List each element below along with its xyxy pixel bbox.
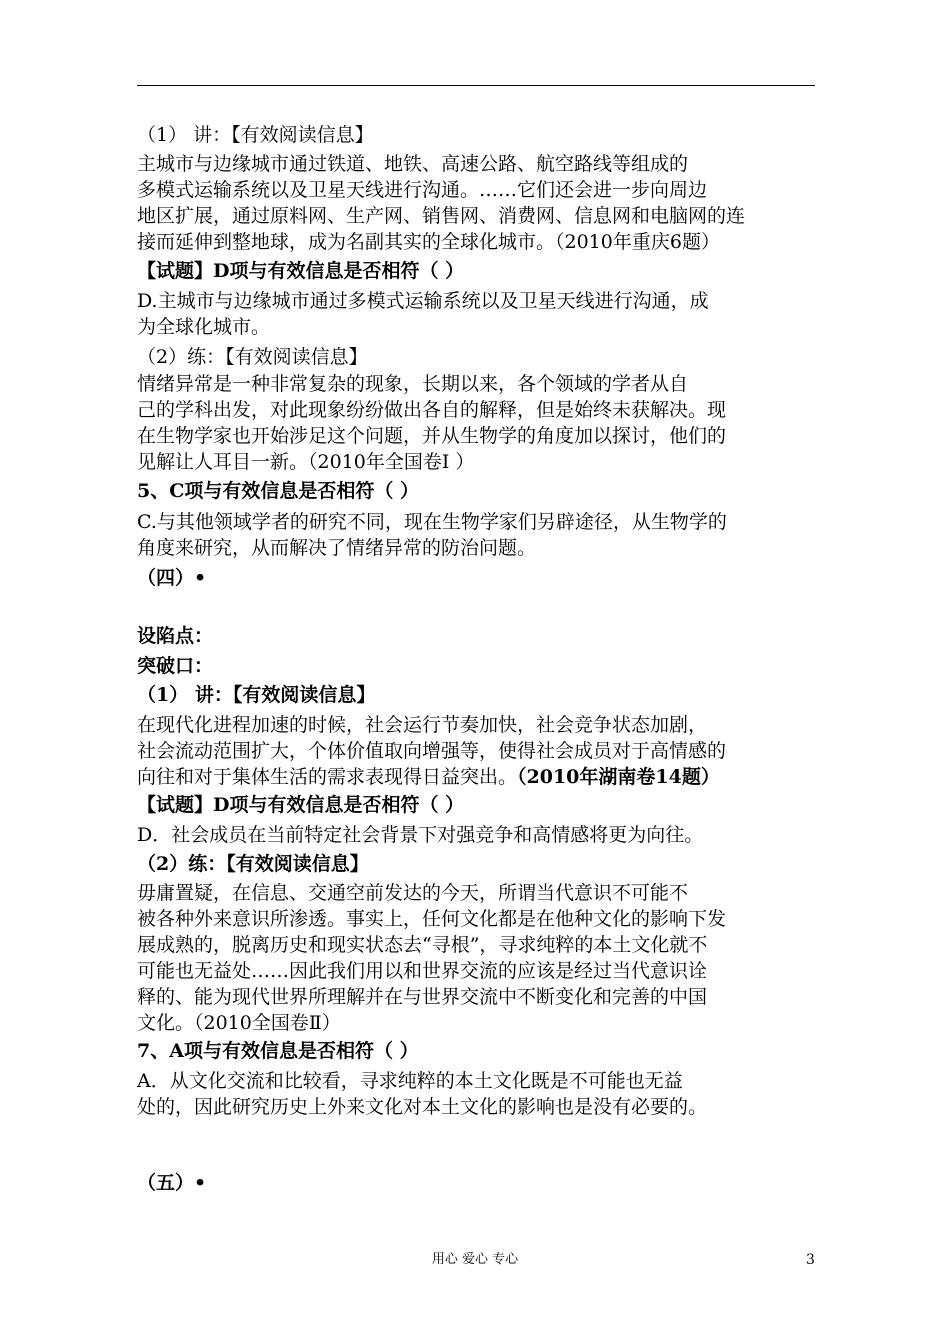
part-four-heading: （四）• xyxy=(137,567,207,589)
passage-line: 接而延伸到整地球，成为名副其实的全球化城市。（2010年重庆6题） xyxy=(137,231,720,253)
footer-motto: 用心 爱心 专心 xyxy=(431,1252,519,1267)
passage-line: 释的、能为现代世界所理解并在与世界交流中不断变化和完善的中国 xyxy=(137,986,708,1008)
passage-line: 可能也无益处……因此我们用以和世界交流的应该是经过当代意识诠 xyxy=(137,960,708,982)
passage-line: 己的学科出发，对此现象纷纷做出各自的解释，但是始终未获解决。现 xyxy=(137,399,727,421)
option-line: C.与其他领域学者的研究不同，现在生物学家们另辟途径，从生物学的 xyxy=(137,511,727,533)
passage-line: 多模式运输系统以及卫星天线进行沟通。……它们还会进一步向周边 xyxy=(137,179,708,201)
passage-line: 被各种外来意识所渗透。事实上，任何文化都是在他种文化的影响下发 xyxy=(137,908,727,930)
section-2-heading: （2）练：【有效阅读信息】 xyxy=(137,346,368,368)
question-heading: 【试题】D项与有效信息是否相符（ ） xyxy=(137,794,465,816)
option-line: 为全球化城市。 xyxy=(137,316,271,338)
question-heading: 【试题】D项与有效信息是否相符（ ） xyxy=(137,260,465,282)
option-line: A．从文化交流和比较看，寻求纯粹的本土文化既是不可能也无益 xyxy=(137,1070,683,1092)
question-heading: 5、C项与有效信息是否相符（ ） xyxy=(137,480,419,502)
option-line: D．社会成员在当前特定社会背景下对强竞争和高情感将更为向往。 xyxy=(137,824,704,846)
option-line: 角度来研究，从而解决了情绪异常的防治问题。 xyxy=(137,537,537,559)
option-line: 处的，因此研究历史上外来文化对本土文化的影响也是没有必要的。 xyxy=(137,1096,708,1118)
source-citation: （2010年湖南卷14题） xyxy=(517,766,720,788)
passage-line: 社会流动范围扩大，个体价值取向增强等，使得社会成员对于高情感的 xyxy=(137,740,727,762)
passage-text: 向往和对于集体生活的需求表现得日益突出。 xyxy=(137,766,518,788)
passage-line: 地区扩展，通过原料网、生产网、销售网、消费网、信息网和电脑网的连 xyxy=(137,205,746,227)
option-line: D.主城市与边缘城市通过多模式运输系统以及卫星天线进行沟通，成 xyxy=(137,290,709,312)
section-2-heading: （2）练：【有效阅读信息】 xyxy=(137,853,369,875)
passage-line: 在现代化进程加速的时候，社会运行节奏加快，社会竞争状态加剧， xyxy=(137,714,708,736)
trap-point-label: 设陷点： xyxy=(137,625,214,647)
passage-line: 主城市与边缘城市通过铁道、地铁、高速公路、航空路线等组成的 xyxy=(137,153,689,175)
question-heading: 7、A项与有效信息是否相符（ ） xyxy=(137,1040,419,1062)
breakthrough-label: 突破口： xyxy=(137,655,214,677)
passage-line: 展成熟的，脱离历史和现实状态去“寻根”，寻求纯粹的本土文化就不 xyxy=(137,934,708,956)
passage-line: 文化。（2010全国卷Ⅱ） xyxy=(137,1012,341,1034)
section-1-heading: （1） 讲：【有效阅读信息】 xyxy=(137,684,376,706)
passage-line: 毋庸置疑，在信息、交通空前发达的今天，所谓当代意识不可能不 xyxy=(137,882,689,904)
part-five-heading: （五）• xyxy=(137,1172,207,1194)
section-1-heading: （1） 讲：【有效阅读信息】 xyxy=(137,124,374,146)
passage-line xyxy=(137,765,817,789)
header-rule xyxy=(137,85,815,86)
passage-line: 在生物学家也开始涉足这个问题，并从生物学的角度加以探讨，他们的 xyxy=(137,425,727,447)
passage-line: 见解让人耳目一新。（2010年全国卷Ⅰ ） xyxy=(137,451,475,473)
page-number: 3 xyxy=(806,1252,815,1268)
passage-line: 情绪异常是一种非常复杂的现象，长期以来，各个领域的学者从自 xyxy=(137,373,689,395)
